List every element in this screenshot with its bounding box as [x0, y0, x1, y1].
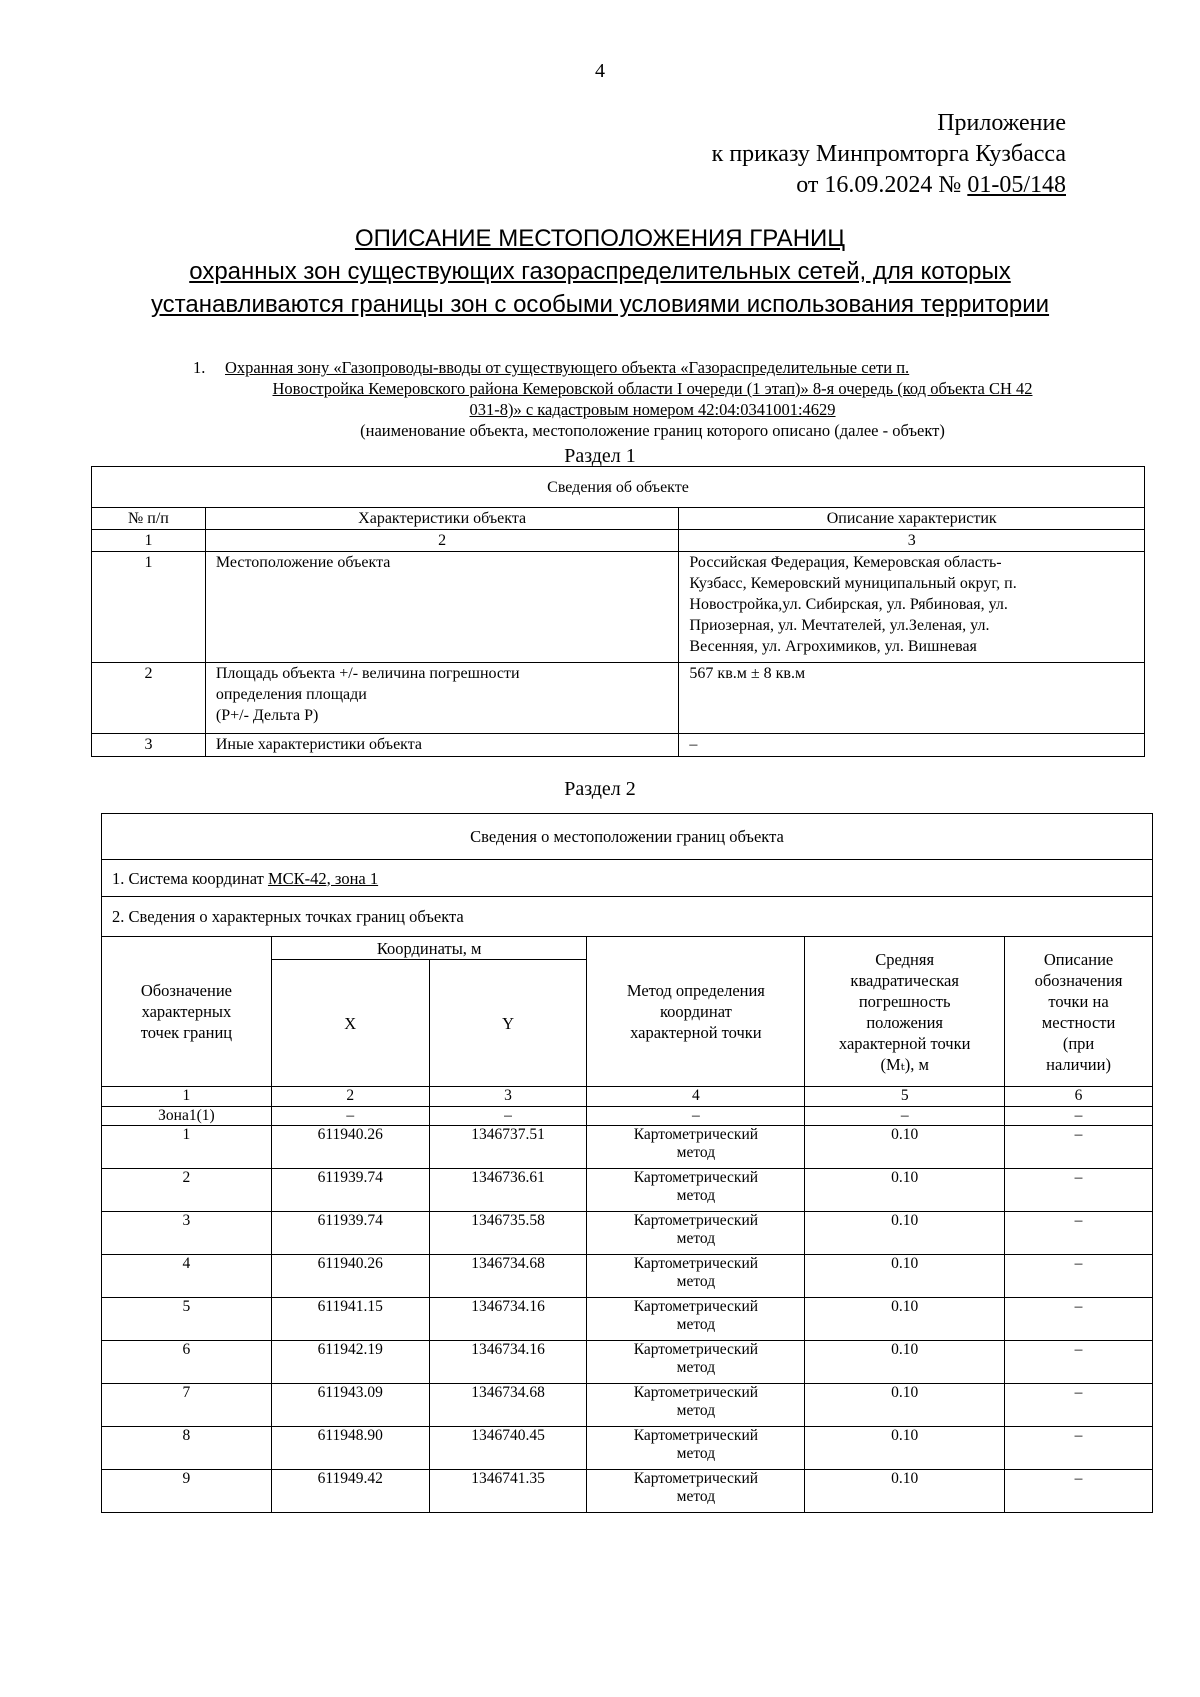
point-y: 1346737.51 — [429, 1126, 587, 1169]
characteristic-name — [205, 734, 679, 757]
document-title — [0, 222, 1200, 321]
text-line: Картометрический — [633, 1298, 759, 1315]
text-line: Новостройка,ул. Сибирская, ул. Рябиновая, ул. — [689, 596, 1008, 613]
appendix-line1: Приложение — [937, 110, 1066, 136]
point-x: 611949.42 — [271, 1470, 429, 1513]
section1-heading: Раздел 1 — [564, 445, 636, 467]
point-x: 611942.19 — [271, 1341, 429, 1384]
title-line1: ОПИСАНИЕ МЕСТОПОЛОЖЕНИЯ ГРАНИЦ — [354, 225, 846, 252]
point-id: 6 — [102, 1341, 272, 1384]
table2-colnum: 1 — [102, 1087, 272, 1107]
text-line: Местоположение объекта — [215, 554, 391, 571]
text-line: характерной точки — [630, 1023, 762, 1042]
text-line: определения площади — [215, 686, 367, 703]
row-number: 2 — [92, 663, 206, 734]
text-line: координат — [659, 1002, 732, 1021]
row-number: 3 — [92, 734, 206, 757]
header-coordinates: Координаты, м — [271, 937, 587, 960]
table1-colnum: 3 — [679, 530, 1145, 552]
table-row — [102, 1298, 1153, 1341]
text-line: метод — [676, 1273, 716, 1290]
point-y: 1346734.16 — [429, 1298, 587, 1341]
point-x: 611939.74 — [271, 1212, 429, 1255]
coord-system-value: МСК-42, зона 1 — [267, 868, 379, 888]
text-line: Описание — [1043, 949, 1114, 969]
text-line: Картометрический — [633, 1470, 759, 1487]
point-y: 1346740.45 — [429, 1427, 587, 1470]
point-x: 611940.26 — [271, 1255, 429, 1298]
text-line: метод — [676, 1445, 716, 1462]
text-line: (Mₜ), м — [880, 1054, 929, 1074]
point-description: – — [1005, 1212, 1153, 1255]
point-id: 7 — [102, 1384, 272, 1427]
point-error: 0.10 — [805, 1255, 1005, 1298]
point-method — [587, 1470, 805, 1513]
table2-colnum: 6 — [1005, 1087, 1153, 1107]
zone-cell: – — [1005, 1107, 1153, 1126]
text-line: Кузбасс, Кемеровский муниципальный округ, п. — [689, 575, 1017, 592]
point-y: 1346735.58 — [429, 1212, 587, 1255]
point-error: 0.10 — [805, 1298, 1005, 1341]
text-line: точек границ — [140, 1023, 233, 1042]
point-method — [587, 1212, 805, 1255]
coordinate-system — [102, 860, 1153, 897]
point-method — [587, 1169, 805, 1212]
point-y: 1346736.61 — [429, 1169, 587, 1212]
points-body — [102, 1126, 1153, 1513]
row-number: 1 — [92, 552, 206, 663]
characteristic-name — [205, 663, 679, 734]
text-line: Средняя — [875, 949, 935, 969]
point-method — [587, 1384, 805, 1427]
header-method — [587, 937, 805, 1087]
point-method — [587, 1427, 805, 1470]
point-id: 9 — [102, 1470, 272, 1513]
points-title: 2. Сведения о характерных точках границ объекта — [102, 897, 1153, 937]
text-line: метод — [676, 1488, 716, 1505]
table2-colnum: 2 — [271, 1087, 429, 1107]
point-description: – — [1005, 1470, 1153, 1513]
text-line: метод — [676, 1187, 716, 1204]
text-line: – — [689, 736, 698, 753]
text-line: характерных — [141, 1002, 232, 1021]
table1-header-value: Описание характеристик — [679, 508, 1145, 530]
table-row — [92, 552, 1145, 663]
text-line: Картометрический — [633, 1126, 759, 1143]
point-x: 611948.90 — [271, 1427, 429, 1470]
zone-label: Зона1(1) — [102, 1107, 272, 1126]
text-line: погрешность — [858, 991, 951, 1011]
object-line2: Новостройка Кемеровского района Кемеровской области I очереди (1 этап)» 8-я очередь (код объекта СН 42 — [272, 379, 1033, 398]
point-description: – — [1005, 1169, 1153, 1212]
text-line: метод — [676, 1316, 716, 1333]
table1-title: Сведения об объекте — [92, 467, 1145, 508]
point-x: 611939.74 — [271, 1169, 429, 1212]
table-row — [92, 734, 1145, 757]
text-line: Обозначение — [140, 981, 232, 1000]
point-description: – — [1005, 1126, 1153, 1169]
table-row — [102, 1169, 1153, 1212]
table1-header-num: № п/п — [92, 508, 206, 530]
text-line: Приозерная, ул. Мечтателей, ул.Зеленая, ул. — [689, 617, 990, 634]
point-id: 3 — [102, 1212, 272, 1255]
table-row — [102, 1255, 1153, 1298]
characteristic-value — [679, 663, 1145, 734]
point-y: 1346734.16 — [429, 1341, 587, 1384]
text-line: метод — [676, 1359, 716, 1376]
table2-colnum: 4 — [587, 1087, 805, 1107]
text-line: (при — [1062, 1033, 1095, 1053]
section2-heading: Раздел 2 — [564, 778, 636, 800]
title-line2: охранных зон существующих газораспределительных сетей, для которых — [189, 258, 1011, 285]
text-line: местности — [1041, 1012, 1116, 1032]
point-method — [587, 1341, 805, 1384]
text-line: Российская Федерация, Кемеровская область- — [689, 554, 1002, 571]
appendix-line2: к приказу Минпромторга Кузбасса — [711, 141, 1066, 167]
text-line: Площадь объекта +/- величина погрешности — [215, 665, 520, 682]
appendix-date: от 16.09.2024 № — [796, 172, 962, 198]
point-id: 4 — [102, 1255, 272, 1298]
table2-colnum: 3 — [429, 1087, 587, 1107]
zone-cell: – — [805, 1107, 1005, 1126]
zone-row — [102, 1107, 1153, 1126]
table-row — [102, 1384, 1153, 1427]
table-row — [92, 663, 1145, 734]
point-method — [587, 1255, 805, 1298]
header-x: X — [271, 960, 429, 1087]
table-row — [102, 1470, 1153, 1513]
object-hint: (наименование объекта, местоположение границ которого описано (далее - объект) — [360, 421, 945, 440]
boundary-points-table — [101, 813, 1153, 1513]
text-line: Метод определения — [626, 981, 765, 1000]
text-line: (P+/- Дельта P) — [215, 707, 319, 724]
table2-colnum: 5 — [805, 1087, 1005, 1107]
object-text-1: Охранная зону «Газопроводы-вводы от существующего объекта «Газораспределительные сети п. — [225, 358, 910, 377]
point-id: 5 — [102, 1298, 272, 1341]
object-info-table — [91, 466, 1145, 757]
point-error: 0.10 — [805, 1212, 1005, 1255]
text-line: Картометрический — [633, 1255, 759, 1272]
point-error: 0.10 — [805, 1341, 1005, 1384]
point-x: 611940.26 — [271, 1126, 429, 1169]
table1-colnum: 2 — [205, 530, 679, 552]
table-row — [102, 1212, 1153, 1255]
point-y: 1346734.68 — [429, 1384, 587, 1427]
point-error: 0.10 — [805, 1384, 1005, 1427]
text-line: Картометрический — [633, 1341, 759, 1358]
object-description — [165, 357, 1140, 441]
appendix-line3 — [712, 170, 1066, 201]
text-line: метод — [676, 1144, 716, 1161]
point-description: – — [1005, 1298, 1153, 1341]
text-line: метод — [676, 1230, 716, 1247]
header-description — [1005, 937, 1153, 1087]
table1-colnum: 1 — [92, 530, 206, 552]
point-description: – — [1005, 1255, 1153, 1298]
point-description: – — [1005, 1427, 1153, 1470]
point-y: 1346734.68 — [429, 1255, 587, 1298]
table2-title: Сведения о местоположении границ объекта — [102, 814, 1153, 860]
point-x: 611941.15 — [271, 1298, 429, 1341]
characteristic-name — [205, 552, 679, 663]
point-error: 0.10 — [805, 1169, 1005, 1212]
appendix-header — [712, 108, 1066, 201]
object-number: 1. — [193, 358, 206, 377]
text-line: метод — [676, 1402, 716, 1419]
header-y: Y — [429, 960, 587, 1087]
appendix-order-number: 01-05/148 — [967, 172, 1066, 198]
title-line3: устанавливаются границы зон с особыми условиями использования территории — [150, 291, 1050, 318]
text-line: квадратическая — [850, 970, 959, 990]
point-method — [587, 1126, 805, 1169]
text-line: Картометрический — [633, 1427, 759, 1444]
table-row — [102, 1341, 1153, 1384]
point-id: 8 — [102, 1427, 272, 1470]
point-error: 0.10 — [805, 1470, 1005, 1513]
text-line: 567 кв.м ± 8 кв.м — [689, 665, 806, 682]
point-y: 1346741.35 — [429, 1470, 587, 1513]
table1-header-name: Характеристики объекта — [205, 508, 679, 530]
text-line: обозначения — [1034, 970, 1123, 990]
page-number: 4 — [595, 60, 605, 82]
characteristic-value — [679, 734, 1145, 757]
text-line: наличии) — [1046, 1054, 1111, 1074]
point-error: 0.10 — [805, 1126, 1005, 1169]
point-method — [587, 1298, 805, 1341]
point-id: 2 — [102, 1169, 272, 1212]
point-description: – — [1005, 1341, 1153, 1384]
text-line: Картометрический — [633, 1212, 759, 1229]
zone-cell: – — [587, 1107, 805, 1126]
text-line: Картометрический — [633, 1169, 759, 1186]
object-line1 — [165, 357, 1140, 378]
point-x: 611943.09 — [271, 1384, 429, 1427]
text-line: Картометрический — [633, 1384, 759, 1401]
coord-system-label: 1. Система координат — [112, 868, 264, 888]
zone-cell: – — [429, 1107, 587, 1126]
text-line: характерной точки — [838, 1033, 971, 1053]
table-row — [102, 1427, 1153, 1470]
text-line: положения — [866, 1012, 944, 1032]
point-error: 0.10 — [805, 1427, 1005, 1470]
table-row — [102, 1126, 1153, 1169]
text-line: точки на — [1048, 991, 1109, 1011]
header-designation — [102, 937, 272, 1087]
object-line3: 031-8)» с кадастровым номером 42:04:0341001:4629 — [469, 400, 836, 419]
zone-cell: – — [271, 1107, 429, 1126]
point-description: – — [1005, 1384, 1153, 1427]
point-id: 1 — [102, 1126, 272, 1169]
text-line: Весенняя, ул. Агрохимиков, ул. Вишневая — [689, 638, 977, 655]
text-line: Иные характеристики объекта — [215, 736, 423, 753]
characteristic-value — [679, 552, 1145, 663]
header-error — [805, 937, 1005, 1087]
